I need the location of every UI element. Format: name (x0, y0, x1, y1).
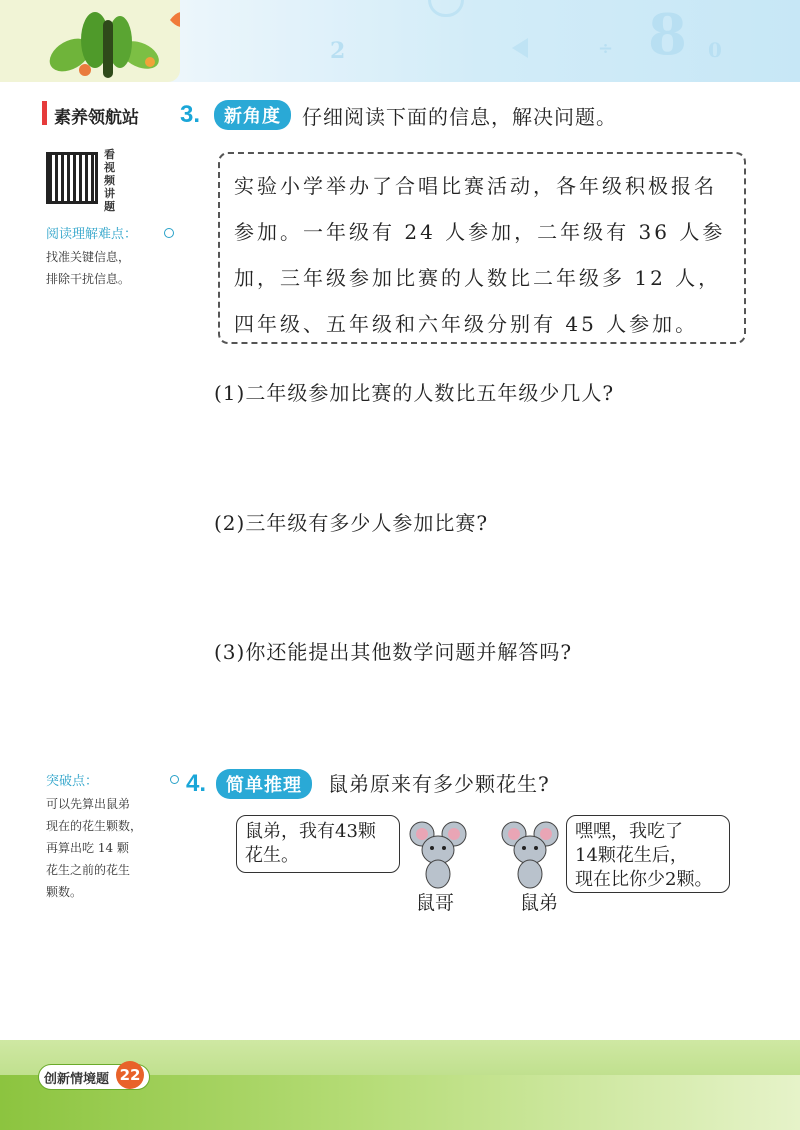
question-number: 4. (186, 770, 207, 797)
tip-line: 排除干扰信息。 (46, 272, 131, 286)
decor-digit: 8 (648, 2, 687, 68)
tip-heading: 突破点： (46, 774, 99, 789)
info-line: 参加。一年级有 24 人参加，二年级有 36 人参 (234, 220, 726, 244)
question-prompt: 鼠弟原来有多少颗花生? (328, 772, 550, 796)
plant-illustration (0, 0, 180, 82)
bubble-line: 嘿嘿，我吃了 (575, 821, 683, 842)
tip-line: 可以先算出鼠弟 (46, 797, 131, 811)
qr-label: 看视频讲题 (104, 148, 115, 213)
footer-label: 创新情境题 (44, 1072, 110, 1087)
bubble-line: 鼠弟，我有43颗 (245, 821, 376, 842)
mouse-icon (496, 820, 566, 890)
info-line: 四年级、五年级和六年级分别有 45 人参加。 (234, 312, 699, 336)
bullet-icon (170, 775, 179, 784)
info-line: 实验小学举办了合唱比赛活动，各年级积极报名 (234, 174, 717, 198)
tip-text (46, 793, 142, 903)
tip-line: 找准关键信息， (46, 250, 131, 264)
decor-triangle (512, 38, 528, 58)
tip-text (46, 246, 130, 290)
sub-question-2: (2)三年级有多少人参加比赛? (214, 511, 489, 535)
tip-heading: 阅读理解难点： (46, 227, 138, 242)
tip-line: 现在的花生颗数， (46, 819, 143, 833)
decor-digit: 0 (708, 38, 722, 62)
decor-digit: 2 (330, 38, 346, 64)
bullet-icon (164, 228, 174, 238)
character-name-left: 鼠哥 (416, 892, 455, 914)
section-flag-icon (42, 101, 47, 125)
plant-icon (0, 0, 180, 82)
speech-bubble-left (236, 815, 400, 873)
page-number: 22 (116, 1061, 144, 1089)
bubble-line: 14颗花生后， (575, 845, 688, 866)
question-prompt: 仔细阅读下面的信息，解决问题。 (302, 105, 617, 129)
sub-question-1: (1)二年级参加比赛的人数比五年级少几人? (214, 381, 615, 405)
tip-line: 颗数。 (46, 885, 83, 899)
speech-bubble-right (566, 815, 730, 893)
section-title: 素养领航站 (54, 108, 139, 128)
bubble-line: 现在比你少2颗。 (575, 869, 713, 890)
decor-divide: ÷ (598, 38, 614, 59)
tip-line: 再算出吃 14 颗 (46, 841, 129, 855)
tip-line: 花生之前的花生 (46, 863, 131, 877)
qr-code-icon[interactable] (46, 152, 98, 204)
sub-question-3: (3)你还能提出其他数学问题并解答吗? (214, 640, 573, 664)
character-name-right: 鼠弟 (520, 892, 559, 914)
question-tag: 新角度 (214, 100, 291, 130)
info-line: 加，三年级参加比赛的人数比二年级多 12 人， (234, 266, 722, 290)
question-tag: 简单推理 (216, 769, 312, 799)
question-number: 3. (180, 101, 201, 128)
bubble-line: 花生。 (245, 845, 299, 866)
mouse-icon (404, 820, 474, 890)
